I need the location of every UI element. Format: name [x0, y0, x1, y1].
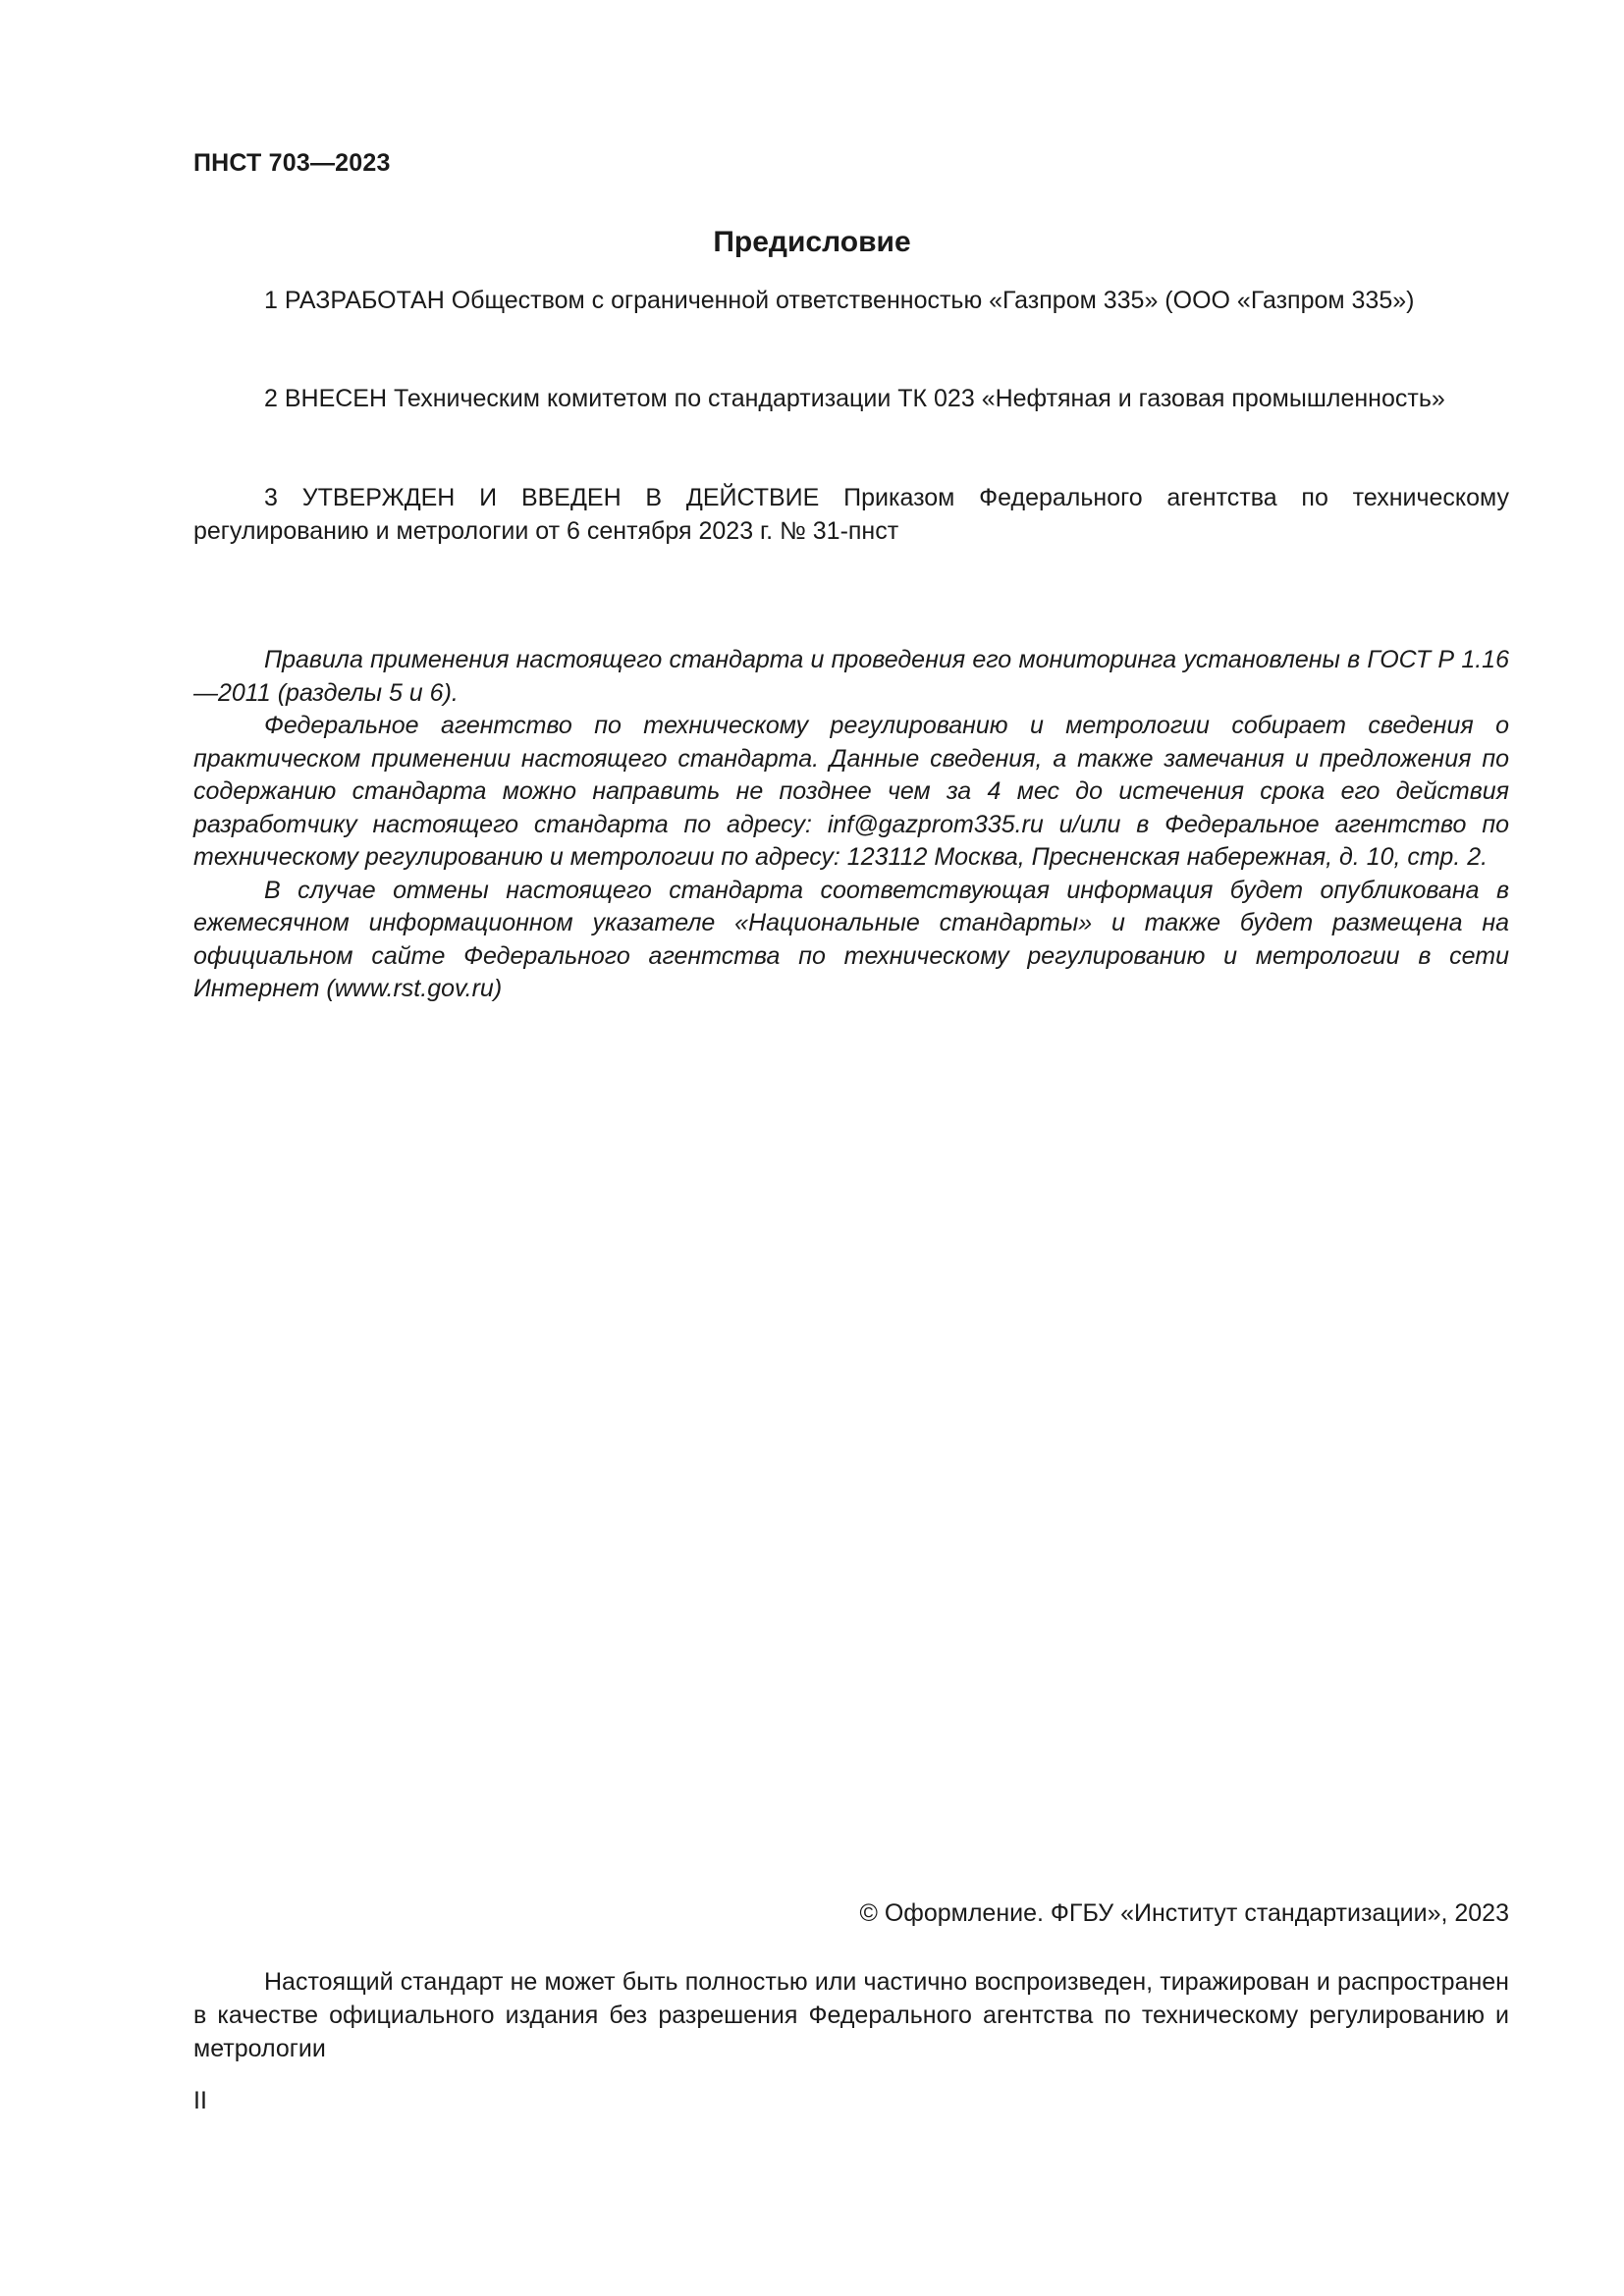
- preface-item-text: 3 УТВЕРЖДЕН И ВВЕДЕН В ДЕЙСТВИЕ Приказом Федерального агентства по техническому регулированию и метрологии от 6 сентября 2023 г. № 31-пнст: [193, 484, 1509, 545]
- note-paragraph: В случае отмены настоящего стандарта соответствующая информация будет опубликована в ежемесячном информационном указателе «Национальные стандарты» и также будет размещена на официальном сайте Федерального агентства по техническому регулированию и метрологии в сети Интернет (www.rst.gov.ru): [193, 876, 1509, 1002]
- preface-item-1: [193, 284, 1509, 317]
- note-paragraph: Федеральное агентство по техническому регулированию и метрологии собирает сведения о практическом применении настоящего стандарта. Данные сведения, а также замечания и предложения по содержанию стандарта можно направить не позднее чем за 4 мес до истечения срока его действия разработчику настоящего стандарта по адресу: inf@gazprom335.ru и/или в Федеральное агентство по техническому регулированию и метрологии по адресу: 123112 Москва, Пресненская набережная, д. 10, стр. 2.: [193, 712, 1509, 871]
- preface-item-3: [193, 481, 1509, 548]
- page-title: Предисловие: [713, 226, 911, 258]
- reproduction-notice-text: Настоящий стандарт не может быть полностью или частично воспроизведен, тиражирован и распространен в качестве официального издания без разрешения Федерального агентства по техническому регулированию и метрологии: [193, 1968, 1509, 2062]
- page-number: II: [193, 2087, 207, 2114]
- preface-item-2: [193, 382, 1509, 415]
- preface-item-text: 2 ВНЕСЕН Техническим комитетом по стандартизации ТК 023 «Нефтяная и газовая промышленность»: [264, 385, 1445, 412]
- document-code: ПНСТ 703—2023: [193, 149, 391, 177]
- note-paragraph: Правила применения настоящего стандарта и проведения его мониторинга установлены в ГОСТ Р 1.16—2011 (разделы 5 и 6).: [193, 646, 1509, 707]
- preface-item-text: 1 РАЗРАБОТАН Обществом с ограниченной ответственностью «Газпром 335» (ООО «Газпром 335»): [264, 287, 1415, 314]
- copyright-line: © Оформление. ФГБУ «Институт стандартизации», 2023: [859, 1899, 1509, 1927]
- reproduction-notice: [193, 1965, 1509, 2065]
- notes-block: [193, 644, 1509, 1006]
